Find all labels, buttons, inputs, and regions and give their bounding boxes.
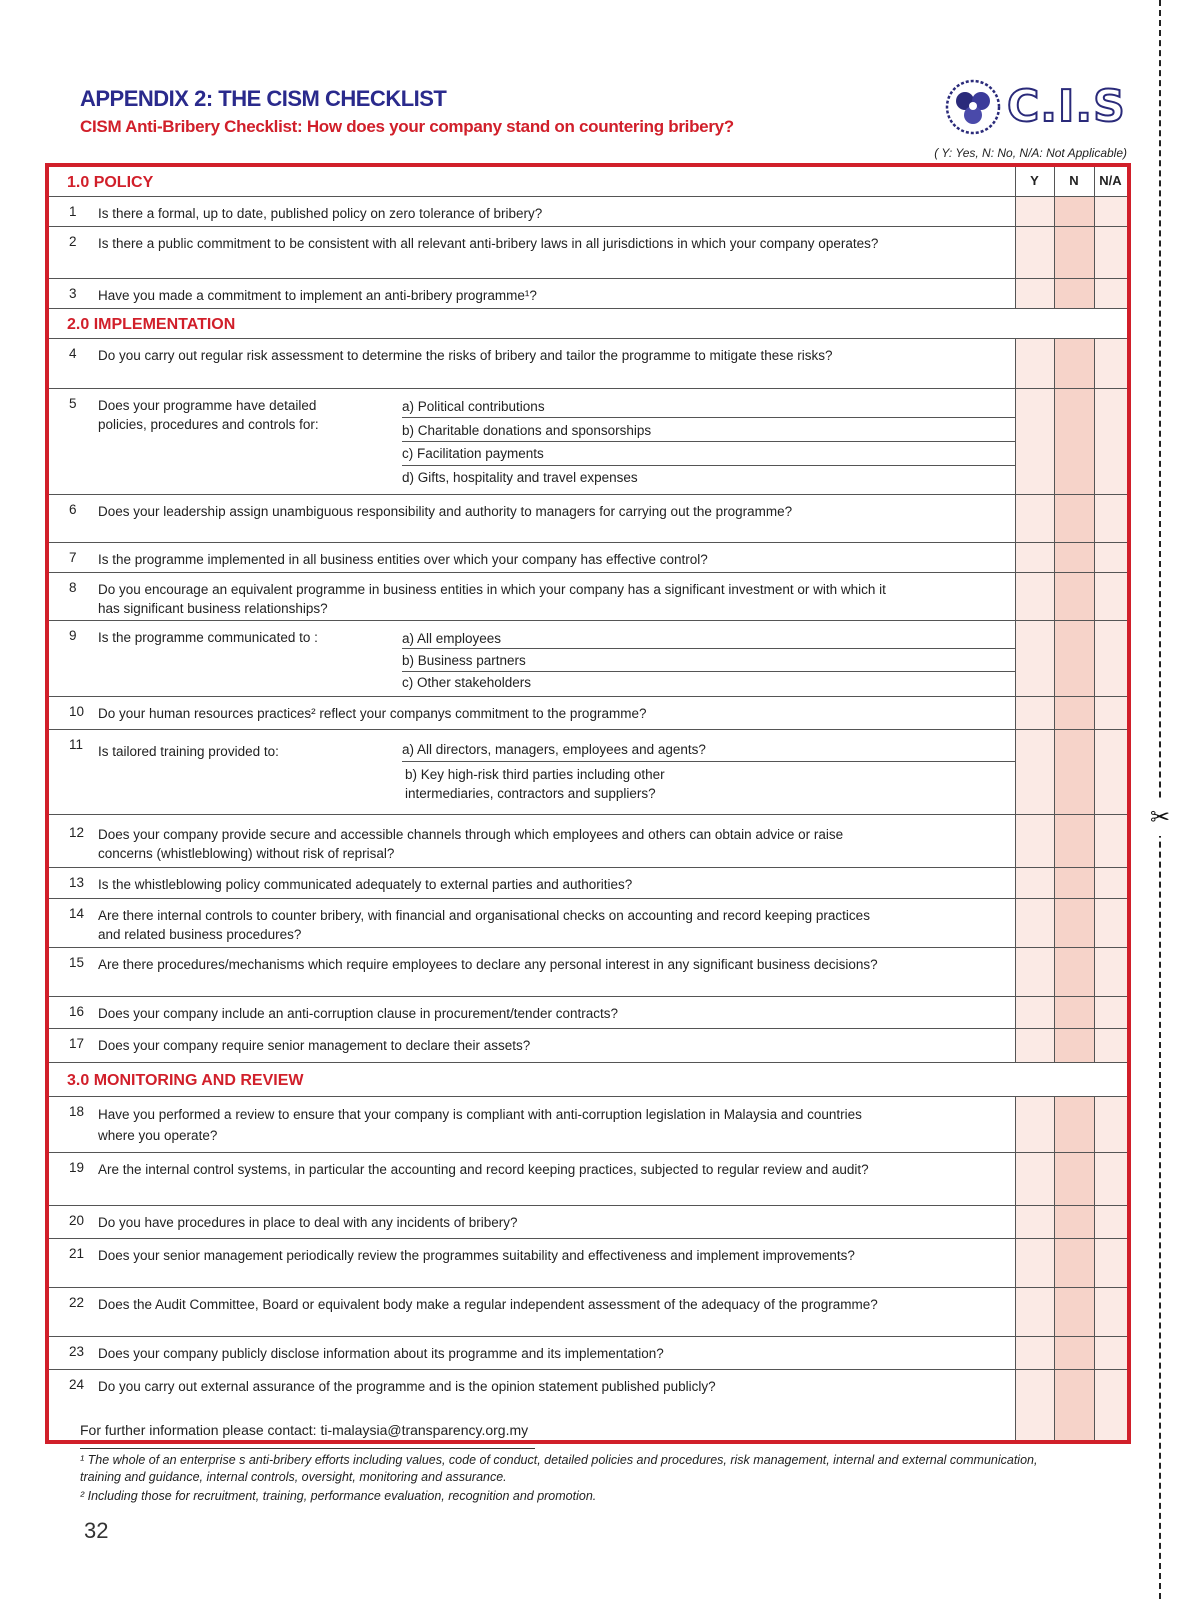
question-row-10 <box>49 697 1127 730</box>
answer-na-cell[interactable] <box>1094 279 1127 308</box>
answer-yes-cell[interactable] <box>1015 997 1054 1028</box>
question-row-21 <box>49 1239 1127 1288</box>
question-text: Is there a formal, up to date, published policy on zero tolerance of bribery? <box>98 206 543 221</box>
sub-option-a: a) All employees <box>402 624 1015 649</box>
answer-yes-cell[interactable] <box>1015 815 1054 867</box>
question-row-13 <box>49 868 1127 899</box>
answer-no-cell[interactable] <box>1054 948 1094 996</box>
question-number: 21 <box>69 1246 85 1261</box>
answer-yes-cell[interactable] <box>1015 279 1054 308</box>
answer-yes-cell[interactable] <box>1015 1153 1054 1205</box>
answer-yes-cell[interactable] <box>1015 389 1054 494</box>
question-text: Is the programme implemented in all business entities over which your company has effective control? <box>98 552 708 567</box>
answer-na-cell[interactable] <box>1094 697 1127 729</box>
question-number: 24 <box>69 1377 85 1392</box>
question-row-7 <box>49 543 1127 573</box>
question-row-8 <box>49 573 1127 621</box>
question-number: 9 <box>69 628 77 643</box>
question-row-18 <box>49 1097 1127 1153</box>
question-row-9 <box>49 621 1127 697</box>
answer-no-cell[interactable] <box>1054 1206 1094 1238</box>
answer-yes-cell[interactable] <box>1015 697 1054 729</box>
answer-na-cell[interactable] <box>1094 1370 1127 1440</box>
column-header-no: N <box>1069 173 1079 188</box>
question-text: Do you carry out external assurance of the programme and is the opinion statement published publicly? <box>98 1379 716 1394</box>
question-number: 10 <box>69 704 85 719</box>
section-header-implementation <box>49 309 1127 339</box>
question-number: 22 <box>69 1295 85 1310</box>
answer-na-cell[interactable] <box>1094 1153 1127 1205</box>
question-text: Does your programme have detailed policies, procedures and controls for: <box>98 398 319 432</box>
section-title: 1.0 POLICY <box>67 174 154 191</box>
question-row-15 <box>49 948 1127 997</box>
answer-no-cell[interactable] <box>1054 697 1094 729</box>
answer-yes-cell[interactable] <box>1015 899 1054 947</box>
sub-option-b: b) Charitable donations and sponsorships <box>402 418 1015 442</box>
question-text: Does your company include an anti-corruption clause in procurement/tender contracts? <box>98 1006 619 1021</box>
question-number: 8 <box>69 580 77 595</box>
question-text: Do you have procedures in place to deal with any incidents of bribery? <box>98 1215 518 1230</box>
answer-no-cell[interactable] <box>1054 1370 1094 1440</box>
question-text: Does your company provide secure and accessible channels through which employees and others can obtain advice or raise concerns (whistleblowing) without risk of reprisal? <box>98 827 844 861</box>
answer-no-cell[interactable] <box>1054 815 1094 867</box>
answer-na-cell[interactable] <box>1094 495 1127 542</box>
question-text: Have you performed a review to ensure that your company is compliant with anti-corruption legislation in Malaysia and countries where you operate? <box>98 1107 862 1143</box>
checklist-table <box>45 163 1131 1444</box>
answer-no-cell[interactable] <box>1054 621 1094 696</box>
answer-na-cell[interactable] <box>1094 899 1127 947</box>
answer-yes-cell[interactable] <box>1015 730 1054 814</box>
answer-na-cell[interactable] <box>1094 227 1127 278</box>
question-number: 12 <box>69 825 85 840</box>
question-text: Does the Audit Committee, Board or equivalent body make a regular independent assessment of the adequacy of the programme? <box>98 1297 878 1312</box>
answer-no-cell[interactable] <box>1054 279 1094 308</box>
column-header-na: N/A <box>1099 173 1122 188</box>
cis-logo <box>945 79 1126 135</box>
question-row-23 <box>49 1337 1127 1370</box>
question-number: 23 <box>69 1344 85 1359</box>
question-number: 7 <box>69 550 77 565</box>
question-text: Does your company publicly disclose information about its programme and its implementation? <box>98 1346 664 1361</box>
question-text: Is there a public commitment to be consistent with all relevant anti-bribery laws in all jurisdictions in which your company operates? <box>98 236 879 251</box>
answer-yes-cell[interactable] <box>1015 868 1054 898</box>
sub-option-b: b) Key high-risk third parties including other intermediaries, contractors and suppliers? <box>405 767 665 801</box>
page-title: APPENDIX 2: THE CISM CHECKLIST <box>80 86 447 111</box>
answer-no-cell[interactable] <box>1054 339 1094 388</box>
answer-yes-cell[interactable] <box>1015 495 1054 542</box>
question-row-16 <box>49 997 1127 1029</box>
answer-na-cell[interactable] <box>1094 730 1127 814</box>
question-number: 16 <box>69 1004 85 1019</box>
section-header-policy <box>49 167 1127 197</box>
answer-yes-cell[interactable] <box>1015 1239 1054 1287</box>
sub-option-d: d) Gifts, hospitality and travel expenses <box>402 470 638 485</box>
question-text: Are there procedures/mechanisms which require employees to declare any personal interest in any significant business decisions? <box>98 957 878 972</box>
question-text: Are the internal control systems, in particular the accounting and record keeping practices, subjected to regular review and audit? <box>98 1162 869 1177</box>
question-number: 1 <box>69 204 77 219</box>
answer-yes-cell[interactable] <box>1015 1206 1054 1238</box>
question-number: 20 <box>69 1213 85 1228</box>
answer-no-cell[interactable] <box>1054 1239 1094 1287</box>
question-number: 2 <box>69 234 77 249</box>
question-text: Does your senior management periodically review the programmes suitability and effectiveness and implement improvements? <box>98 1248 855 1263</box>
section-title: 3.0 MONITORING AND REVIEW <box>67 1072 304 1089</box>
answer-no-cell[interactable] <box>1054 868 1094 898</box>
answer-yes-cell[interactable] <box>1015 1370 1054 1440</box>
section-header-monitoring <box>49 1063 1127 1097</box>
question-row-6 <box>49 495 1127 543</box>
footnote-divider <box>80 1448 535 1449</box>
scissors-icon: ✂ <box>1148 800 1172 836</box>
answer-no-cell[interactable] <box>1054 1337 1094 1369</box>
question-number: 11 <box>69 737 84 752</box>
question-text: Is the programme communicated to : <box>98 630 318 645</box>
answer-na-cell[interactable] <box>1094 1097 1127 1152</box>
question-row-14 <box>49 899 1127 948</box>
question-row-22 <box>49 1288 1127 1337</box>
answer-yes-cell[interactable] <box>1015 621 1054 696</box>
question-text: Are there internal controls to counter bribery, with financial and organisational checks on accounting and record keeping practices and related business procedures? <box>98 908 870 942</box>
footnote-1: ¹ The whole of an enterprise s anti-bribery efforts including values, code of conduct, detailed policies and procedures, risk management, internal and external communication, training and guidance, internal controls, oversight, monitoring and assurance. <box>80 1453 1038 1484</box>
answer-na-cell[interactable] <box>1094 197 1127 226</box>
answer-na-cell[interactable] <box>1094 1029 1127 1062</box>
answer-yes-cell[interactable] <box>1015 197 1054 226</box>
question-text: Is tailored training provided to: <box>98 744 279 759</box>
question-number: 4 <box>69 346 77 361</box>
question-number: 3 <box>69 286 77 301</box>
answer-na-cell[interactable] <box>1094 1337 1127 1369</box>
answer-no-cell[interactable] <box>1054 573 1094 620</box>
answer-no-cell[interactable] <box>1054 543 1094 572</box>
answer-yes-cell[interactable] <box>1015 543 1054 572</box>
answer-yes-cell[interactable] <box>1015 227 1054 278</box>
question-number: 5 <box>69 396 77 411</box>
answer-na-cell[interactable] <box>1094 1239 1127 1287</box>
answer-no-cell[interactable] <box>1054 730 1094 814</box>
answer-legend: ( Y: Yes, N: No, N/A: Not Applicable) <box>934 146 1127 160</box>
answer-no-cell[interactable] <box>1054 1153 1094 1205</box>
question-row-2 <box>49 227 1127 279</box>
question-text: Do your human resources practices² reflect your companys commitment to the programme? <box>98 706 647 721</box>
question-number: 6 <box>69 502 77 517</box>
footnote-2: ² Including those for recruitment, training, performance evaluation, recognition and promotion. <box>80 1489 597 1503</box>
answer-yes-cell[interactable] <box>1015 1029 1054 1062</box>
answer-na-cell[interactable] <box>1094 543 1127 572</box>
answer-yes-cell[interactable] <box>1015 339 1054 388</box>
page-subtitle: CISM Anti-Bribery Checklist: How does your company stand on countering bribery? <box>80 117 734 136</box>
answer-yes-cell[interactable] <box>1015 1097 1054 1152</box>
answer-na-cell[interactable] <box>1094 389 1127 494</box>
page-number: 32 <box>84 1518 109 1543</box>
question-row-1 <box>49 197 1127 227</box>
question-row-12 <box>49 815 1127 868</box>
question-text: Have you made a commitment to implement an anti-bribery programme¹? <box>98 288 537 303</box>
answer-na-cell[interactable] <box>1094 1206 1127 1238</box>
sub-option-c: c) Other stakeholders <box>402 675 532 690</box>
answer-no-cell[interactable] <box>1054 1029 1094 1062</box>
question-row-19 <box>49 1153 1127 1206</box>
answer-no-cell[interactable] <box>1054 389 1094 494</box>
question-number: 18 <box>69 1104 85 1119</box>
question-row-4 <box>49 339 1127 389</box>
answer-no-cell[interactable] <box>1054 495 1094 542</box>
question-text: Do you carry out regular risk assessment to determine the risks of bribery and tailor the programme to mitigate these risks? <box>98 348 833 363</box>
answer-yes-cell[interactable] <box>1015 1288 1054 1336</box>
section-title: 2.0 IMPLEMENTATION <box>67 316 236 333</box>
question-number: 14 <box>69 906 85 921</box>
answer-na-cell[interactable] <box>1094 868 1127 898</box>
answer-no-cell[interactable] <box>1054 1097 1094 1152</box>
answer-no-cell[interactable] <box>1054 1288 1094 1336</box>
contact-info: For further information please contact: ti-malaysia@transparency.org.my <box>80 1422 529 1438</box>
question-row-20 <box>49 1206 1127 1239</box>
question-row-17 <box>49 1029 1127 1063</box>
question-number: 17 <box>69 1036 85 1051</box>
sub-option-a: a) Political contributions <box>402 392 1015 418</box>
answer-no-cell[interactable] <box>1054 227 1094 278</box>
column-header-yes: Y <box>1030 173 1039 188</box>
logo-text: C.I.S <box>1007 81 1126 132</box>
answer-na-cell[interactable] <box>1094 948 1127 996</box>
answer-yes-cell[interactable] <box>1015 948 1054 996</box>
question-number: 13 <box>69 875 85 890</box>
answer-na-cell[interactable] <box>1094 573 1127 620</box>
answer-na-cell[interactable] <box>1094 621 1127 696</box>
question-number: 19 <box>69 1160 85 1175</box>
answer-no-cell[interactable] <box>1054 997 1094 1028</box>
question-row-3 <box>49 279 1127 309</box>
answer-no-cell[interactable] <box>1054 197 1094 226</box>
question-row-5 <box>49 389 1127 495</box>
answer-no-cell[interactable] <box>1054 899 1094 947</box>
question-text: Is the whistleblowing policy communicated adequately to external parties and authorities? <box>98 877 633 892</box>
sub-option-a: a) All directors, managers, employees and agents? <box>402 735 1015 762</box>
question-text: Does your leadership assign unambiguous responsibility and authority to managers for carrying out the programme? <box>98 504 793 519</box>
answer-na-cell[interactable] <box>1094 339 1127 388</box>
answer-yes-cell[interactable] <box>1015 573 1054 620</box>
question-text: Do you encourage an equivalent programme in business entities in which your company has a significant investment or with which it has significant business relationships? <box>98 582 886 616</box>
sub-option-b: b) Business partners <box>402 649 1015 672</box>
question-row-11 <box>49 730 1127 815</box>
answer-yes-cell[interactable] <box>1015 1337 1054 1369</box>
answer-na-cell[interactable] <box>1094 815 1127 867</box>
answer-na-cell[interactable] <box>1094 1288 1127 1336</box>
sub-option-c: c) Facilitation payments <box>402 442 1015 466</box>
cis-logo-icon <box>945 79 1001 135</box>
answer-na-cell[interactable] <box>1094 997 1127 1028</box>
question-text: Does your company require senior management to declare their assets? <box>98 1038 531 1053</box>
question-number: 15 <box>69 955 85 970</box>
